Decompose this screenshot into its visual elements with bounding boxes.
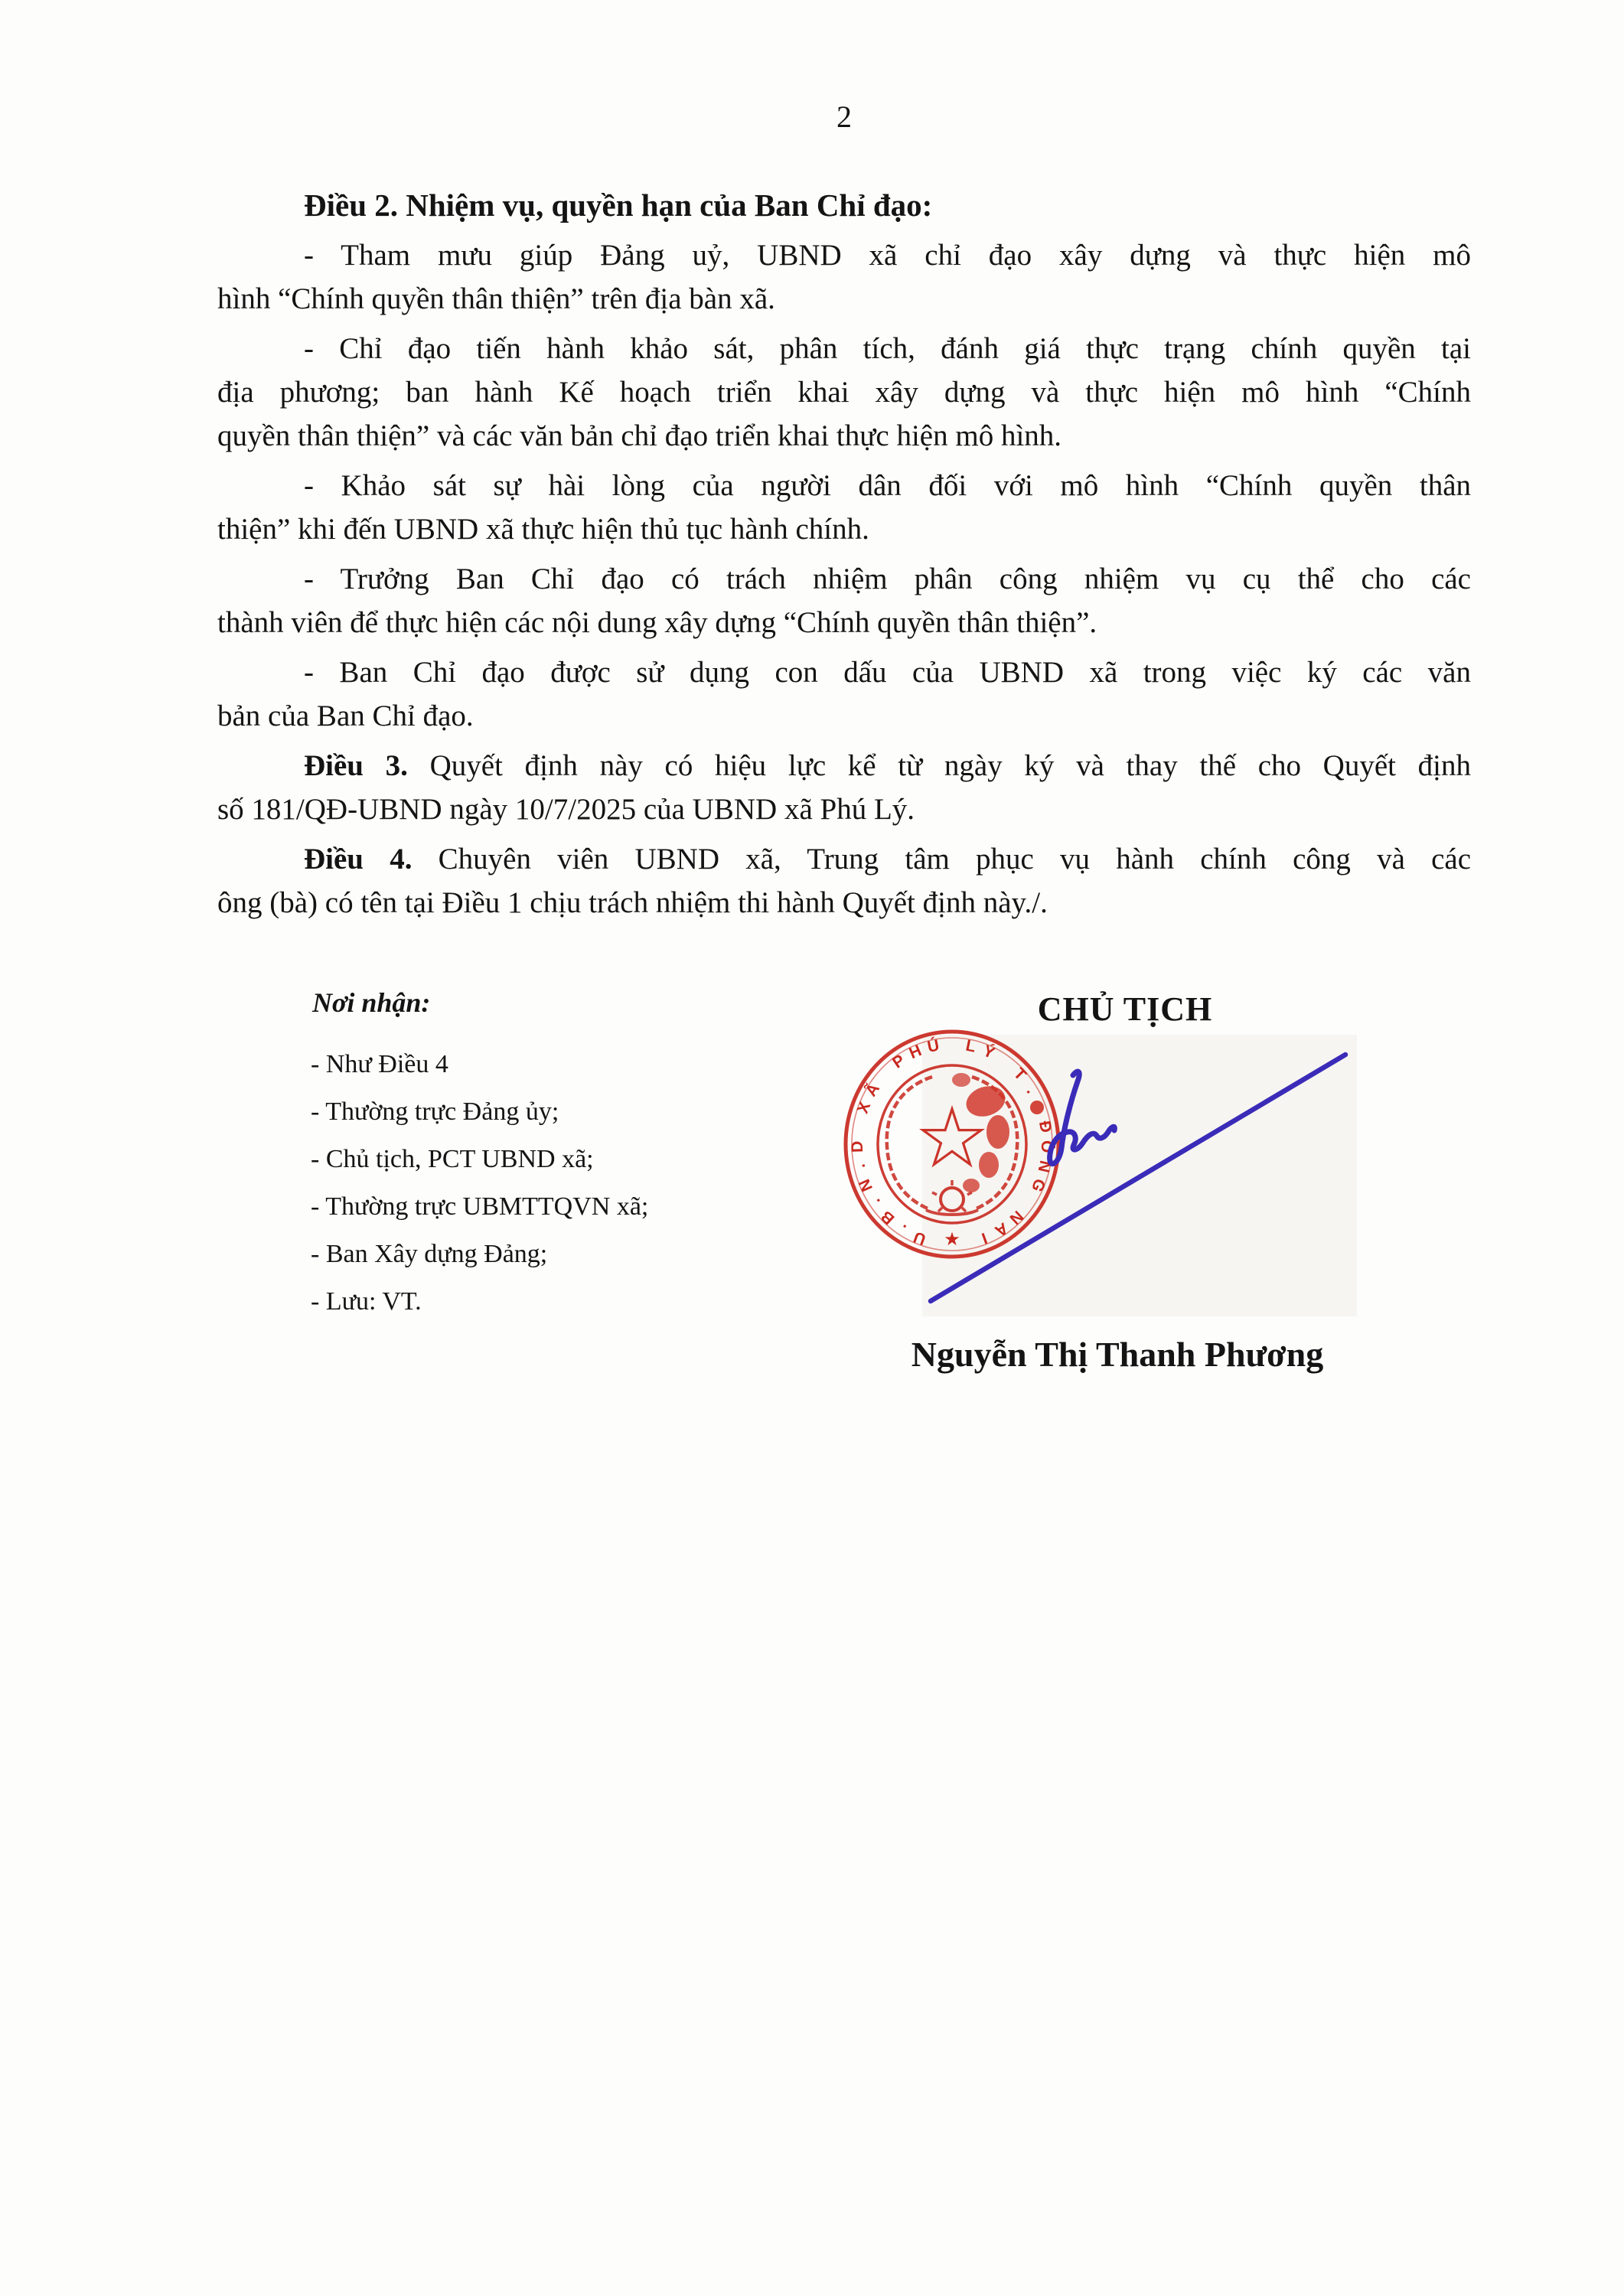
signature — [877, 1033, 1385, 1324]
seal-ring-char: L — [964, 1036, 978, 1056]
article-2-heading: Điều 2. Nhiệm vụ, quyền hạn của Ban Chỉ đạo: — [304, 188, 933, 223]
signer-title: CHỦ TỊCH — [1037, 990, 1213, 1028]
body-line: hình “Chính quyền thân thiện” trên địa bàn xã. — [217, 282, 775, 315]
seal-ring-char: H — [906, 1042, 925, 1063]
body-line: Điều 4. Chuyên viên UBND xã, Trung tâm phục vụ hành chính công và các — [304, 843, 1471, 876]
paragraph — [217, 233, 1471, 321]
seal-ring-char: N — [1034, 1159, 1055, 1175]
body-line: Điều 3. Quyết định này có hiệu lực kể từ ngày ký và thay thế cho Quyết định — [304, 749, 1471, 782]
seal-ring-char: Ý — [980, 1042, 997, 1063]
seal-ring-char: Đ — [1035, 1119, 1055, 1134]
seal-ring-char: Ồ — [1037, 1140, 1056, 1153]
seal-ring-char: . — [1022, 1083, 1041, 1097]
seal-ring-char: N — [855, 1176, 877, 1195]
recipient-item: - Thường trực Đảng ủy; — [311, 1097, 559, 1126]
signer-name: Nguyễn Thị Thanh Phương — [911, 1335, 1324, 1374]
seal-ring-char: N — [1006, 1207, 1027, 1228]
seal-ring-char: P — [889, 1051, 908, 1072]
body-line: - Khảo sát sự hài lòng của người dân đối với mô hình “Chính quyền thân — [304, 469, 1471, 502]
seal-ring-char: A — [991, 1218, 1011, 1241]
body-line: địa phương; ban hành Kế hoạch triển khai xây dựng và thực hiện mô hình “Chính — [217, 376, 1471, 409]
body-line: ông (bà) có tên tại Điều 1 chịu trách nhiệm thi hành Quyết định này./. — [217, 886, 1048, 919]
body-line: số 181/QĐ-UBND ngày 10/7/2025 của UBND xã Phú Lý. — [217, 793, 915, 826]
body-paragraphs — [217, 233, 1471, 925]
seal-ring-char: Ú — [925, 1036, 941, 1056]
recipient-item: - Như Điều 4 — [311, 1050, 448, 1078]
recipient-item: - Lưu: VT. — [311, 1287, 422, 1316]
signature-stroke — [1050, 1071, 1115, 1163]
paragraph — [217, 557, 1471, 644]
seal-ring-char: . — [866, 1195, 884, 1210]
recipients-list — [311, 1041, 648, 1326]
seal-ring-char: . — [850, 1162, 869, 1171]
paragraph — [217, 837, 1471, 925]
seal-ring-char: G — [1027, 1176, 1049, 1195]
seal-ring-char: I — [979, 1228, 990, 1247]
paragraph — [217, 327, 1471, 458]
seal-ring-char: X — [853, 1099, 875, 1117]
body-line: - Chỉ đạo tiến hành khảo sát, phân tích, đánh giá thực trạng chính quyền tại — [304, 332, 1471, 365]
recipient-item: - Chủ tịch, PCT UBND xã; — [311, 1145, 594, 1173]
seal-star-separator: ★ — [944, 1228, 960, 1250]
signature-flourish-line — [931, 1055, 1345, 1301]
paragraph — [217, 651, 1471, 738]
body-line: thành viên để thực hiện các nội dung xây dựng “Chính quyền thân thiện”. — [217, 606, 1097, 639]
document-body — [217, 184, 1471, 925]
recipients-label: Nơi nhận: — [312, 987, 431, 1018]
body-line: quyền thân thiện” và các văn bản chỉ đạo triển khai thực hiện mô hình. — [217, 419, 1062, 452]
seal-ring-char: Ã — [862, 1080, 884, 1100]
page-number: 2 — [836, 99, 852, 134]
seal-ring-char: B — [877, 1207, 898, 1228]
body-line: - Tham mưu giúp Đảng uỷ, UBND xã chỉ đạo xây dựng và thực hiện mô — [304, 239, 1471, 272]
body-line: - Trưởng Ban Chỉ đạo có trách nhiệm phân công nhiệm vụ cụ thể cho các — [304, 563, 1471, 595]
seal-ring-char: T — [1009, 1065, 1030, 1084]
seal-ring-char: U — [911, 1228, 928, 1249]
recipient-item: - Ban Xây dựng Đảng; — [311, 1240, 548, 1268]
body-line: thiện” khi đến UBND xã thực hiện thủ tục hành chính. — [217, 513, 869, 546]
paragraph — [217, 744, 1471, 831]
recipient-item: - Thường trực UBMTTQVN xã; — [311, 1192, 649, 1221]
paragraph — [217, 464, 1471, 551]
body-line: bản của Ban Chỉ đạo. — [217, 700, 474, 732]
body-line: - Ban Chỉ đạo được sử dụng con dấu của UBND xã trong việc ký các văn — [304, 656, 1471, 689]
seal-ring-char: D — [848, 1140, 867, 1153]
seal-ring-char: . — [896, 1221, 910, 1238]
